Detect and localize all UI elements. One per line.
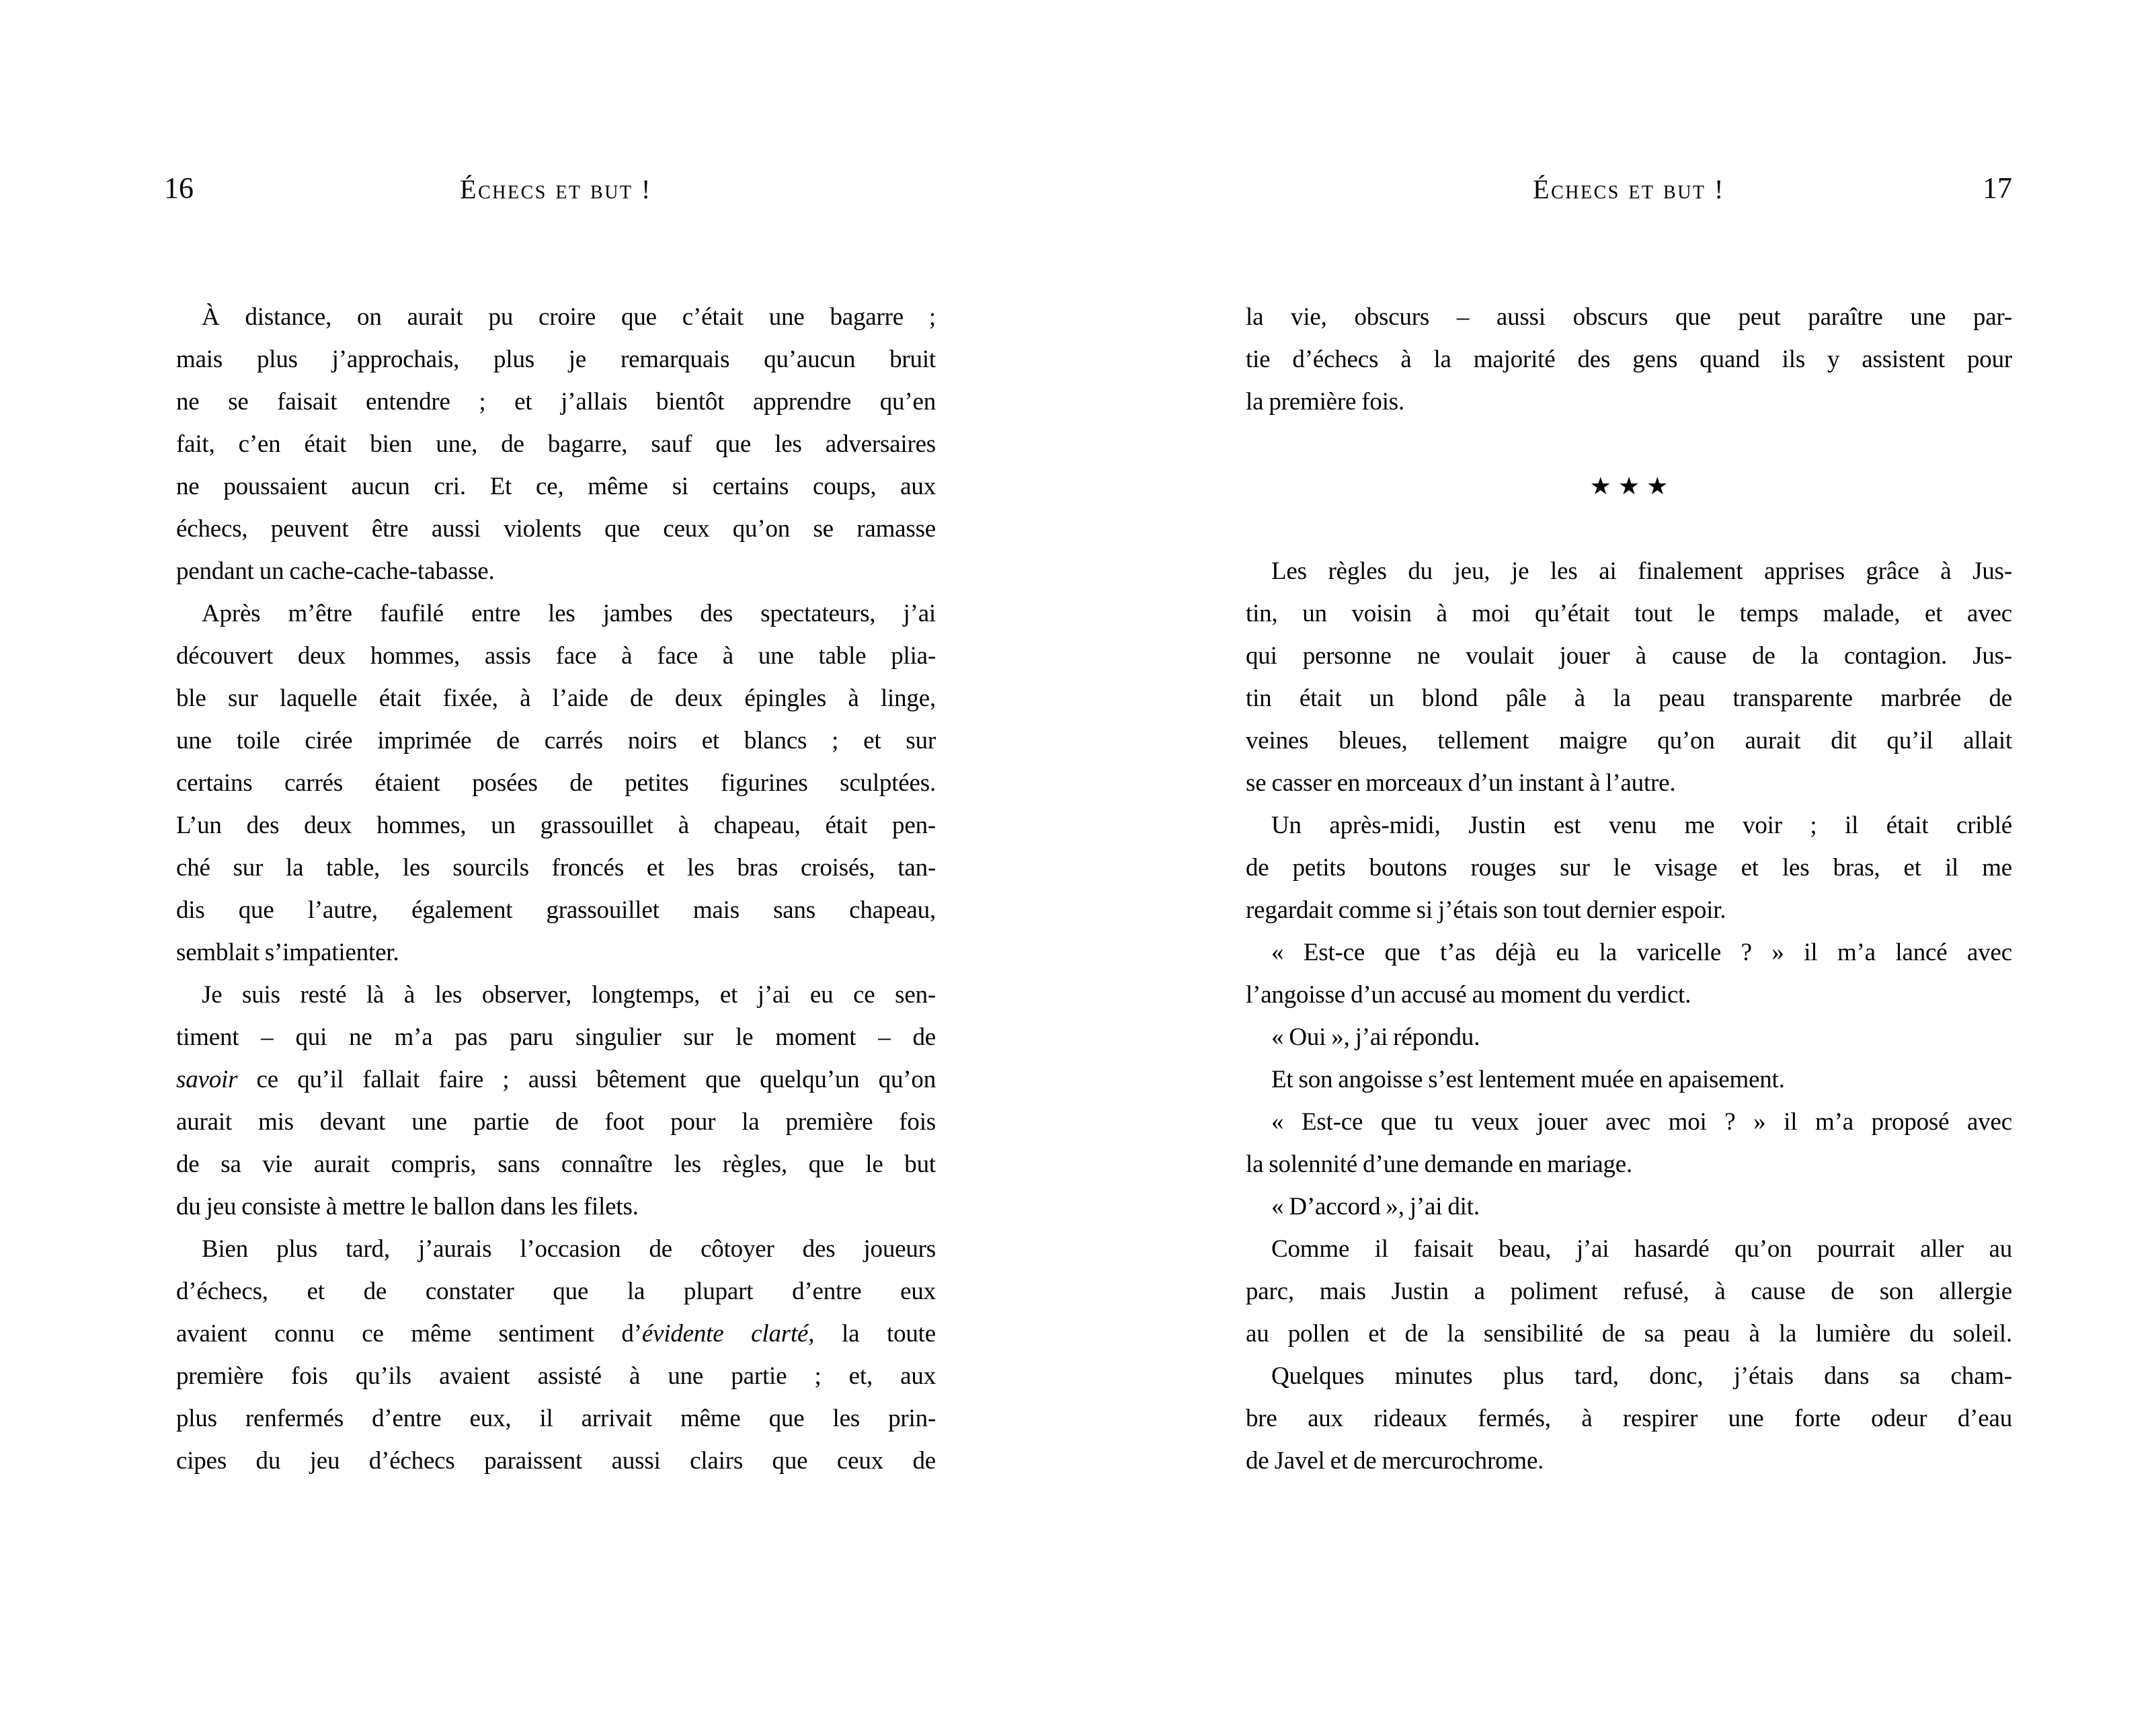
text-line: Et son angoisse s’est lentement muée en apaisement. [1271, 1066, 1785, 1093]
right-page-body-lines [1246, 550, 2012, 1482]
section-separator-stars: ★★★ [1589, 473, 1675, 500]
text-line: parc, mais Justin a poliment refusé, à cause de son allergie [1246, 1278, 2012, 1305]
text-line: de sa vie aurait compris, sans connaître les règles, que le but [176, 1151, 936, 1178]
text-line: regardait comme si j’étais son tout dernier espoir. [1246, 896, 1726, 924]
text-line: Un après-midi, Justin est venu me voir ; il était criblé [1271, 812, 2012, 839]
text-line: savoir ce qu’il fallait faire ; aussi bêtement que quelqu’un qu’on [176, 1066, 936, 1093]
text-line: de petits boutons rouges sur le visage et les bras, et il me [1246, 854, 2012, 882]
text-line: ché sur la table, les sourcils froncés et les bras croisés, tan- [176, 854, 936, 882]
text-line: se casser en morceaux d’un instant à l’autre. [1246, 769, 1676, 797]
page-number-left: 16 [164, 171, 194, 204]
text-line: ne poussaient aucun cri. Et ce, même si certains coups, aux [176, 473, 936, 500]
running-head-left: Échecs et but ! [460, 174, 652, 204]
text-line: tin était un blond pâle à la peau transparente marbrée de [1246, 685, 2012, 712]
text-line: Les règles du jeu, je les ai finalement apprises grâce à Jus- [1271, 557, 2012, 585]
text-line: veines bleues, tellement maigre qu’on aurait dit qu’il allait [1246, 727, 2012, 754]
text-line: plus renfermés d’entre eux, il arrivait même que les prin- [176, 1405, 936, 1432]
text-line: d’échecs, et de constater que la plupart d’entre eux [176, 1278, 936, 1305]
left-page-text-column [176, 296, 936, 1482]
right-page-intro-lines [1246, 296, 2012, 423]
text-line: première fois qu’ils avaient assisté à une partie ; et, aux [176, 1362, 936, 1390]
text-line: semblait s’impatienter. [176, 939, 399, 966]
text-line: échecs, peuvent être aussi violents que ceux qu’on se ramasse [176, 515, 936, 543]
text-line: Je suis resté là à les observer, longtemps, et j’ai eu ce sen- [202, 981, 936, 1009]
text-line: fait, c’en était bien une, de bagarre, sauf que les adversaires [176, 430, 936, 458]
text-line: une toile cirée imprimée de carrés noirs et blancs ; et sur [176, 727, 936, 754]
page-number-right: 17 [1983, 171, 2012, 204]
text-line: Bien plus tard, j’aurais l’occasion de côtoyer des joueurs [202, 1235, 936, 1263]
running-head-right: Échecs et but ! [1533, 174, 1725, 204]
text-line: Après m’être faufilé entre les jambes des spectateurs, j’ai [202, 600, 936, 627]
text-line: « Oui », j’ai répondu. [1271, 1023, 1480, 1051]
text-line: qui personne ne voulait jouer à cause de la contagion. Jus- [1246, 642, 2012, 670]
text-line: avaient connu ce même sentiment d’évidente clarté, la toute [176, 1320, 936, 1348]
text-line: dis que l’autre, également grassouillet mais sans chapeau, [176, 896, 936, 924]
text-line: bre aux rideaux fermés, à respirer une forte odeur d’eau [1246, 1405, 2012, 1432]
right-page-text-column [1246, 296, 2012, 1482]
text-line: pendant un cache-cache-tabasse. [176, 557, 495, 585]
text-line: « D’accord », j’ai dit. [1271, 1193, 1480, 1220]
text-line: ble sur laquelle était fixée, à l’aide de deux épingles à linge, [176, 685, 936, 712]
text-line: À distance, on aurait pu croire que c’était une bagarre ; [202, 303, 936, 331]
text-line: la première fois. [1246, 388, 1405, 416]
text-line: mais plus j’approchais, plus je remarquais qu’aucun bruit [176, 346, 936, 373]
text-line: l’angoisse d’un accusé au moment du verdict. [1246, 981, 1691, 1009]
text-line: tin, un voisin à moi qu’était tout le temps malade, et avec [1246, 600, 2012, 627]
text-line: « Est-ce que tu veux jouer avec moi ? » il m’a proposé avec [1271, 1108, 2012, 1136]
text-line: découvert deux hommes, assis face à face à une table plia- [176, 642, 936, 670]
text-line: certains carrés étaient posées de petites figurines sculptées. [176, 769, 936, 797]
text-line: cipes du jeu d’échecs paraissent aussi clairs que ceux de [176, 1447, 936, 1475]
text-line: de Javel et de mercurochrome. [1246, 1447, 1544, 1475]
text-line: la solennité d’une demande en mariage. [1246, 1151, 1633, 1178]
text-line: Comme il faisait beau, j’ai hasardé qu’on pourrait aller au [1271, 1235, 2012, 1263]
text-line: timent – qui ne m’a pas paru singulier sur le moment – de [176, 1023, 936, 1051]
text-line: ne se faisait entendre ; et j’allais bientôt apprendre qu’en [176, 388, 936, 416]
text-line: du jeu consiste à mettre le ballon dans les filets. [176, 1193, 639, 1220]
text-line: la vie, obscurs – aussi obscurs que peut paraître une par- [1246, 303, 2012, 331]
text-line: Quelques minutes plus tard, donc, j’étais dans sa cham- [1271, 1362, 2012, 1390]
text-line: aurait mis devant une partie de foot pour la première fois [176, 1108, 936, 1136]
text-line: au pollen et de la sensibilité de sa peau à la lumière du soleil. [1246, 1320, 2012, 1348]
text-line: « Est-ce que t’as déjà eu la varicelle ? » il m’a lancé avec [1271, 939, 2012, 966]
text-line: tie d’échecs à la majorité des gens quand ils y assistent pour [1246, 346, 2012, 373]
text-line: L’un des deux hommes, un grassouillet à chapeau, était pen- [176, 812, 936, 839]
